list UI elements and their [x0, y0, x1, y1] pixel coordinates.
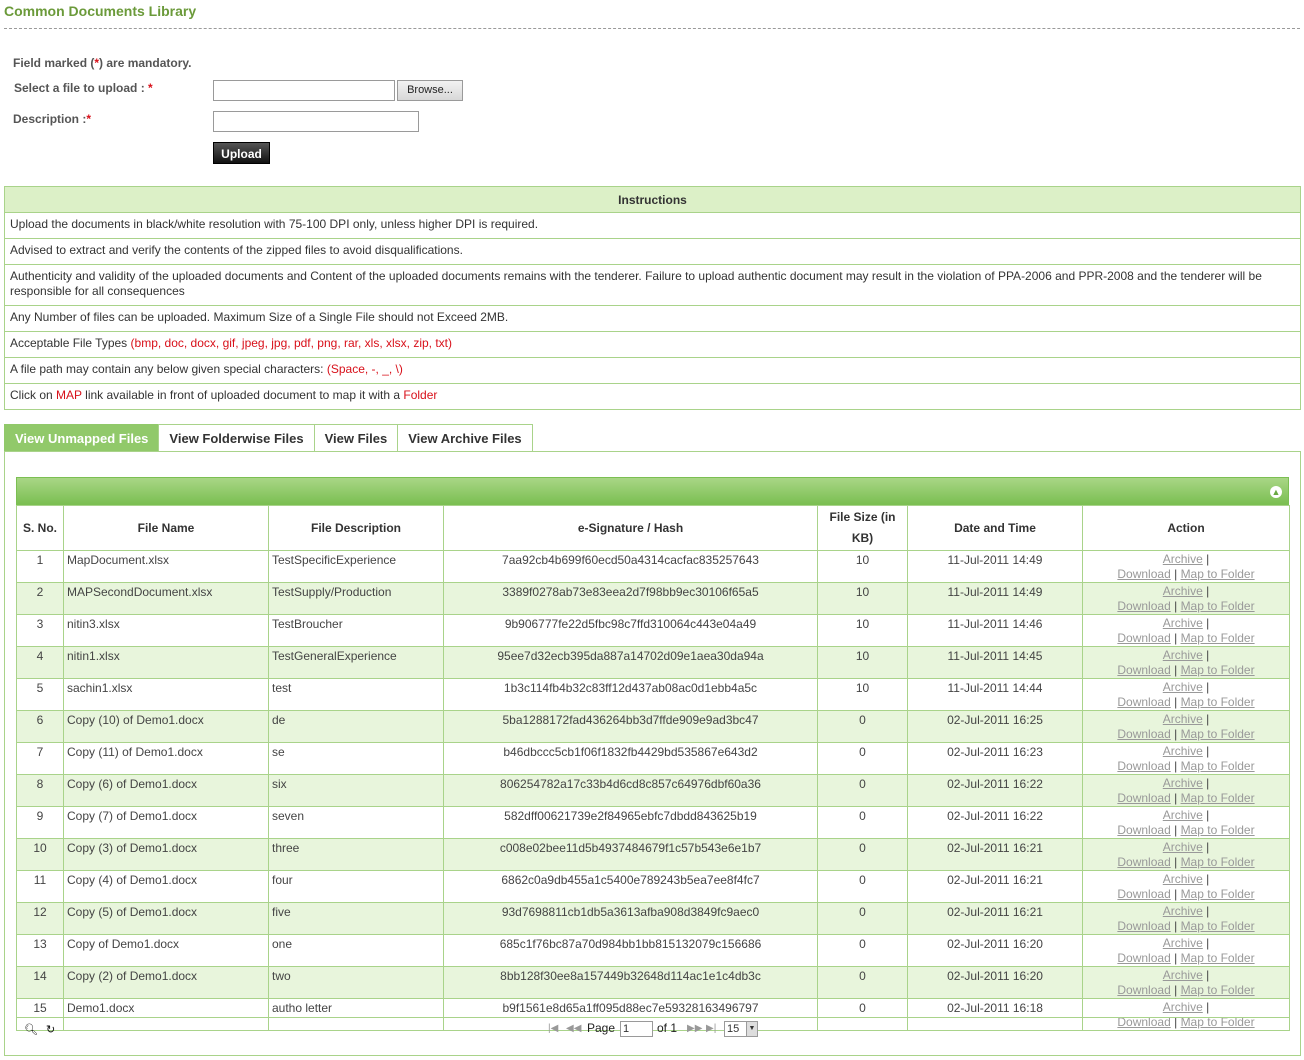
- table-row: [17, 743, 1290, 775]
- cell-sno: 14: [17, 967, 64, 999]
- cell-hash: 95ee7d32ecb395da887a14702d09e1aea30da94a: [444, 647, 818, 679]
- page-size-value: 15: [727, 1023, 740, 1035]
- cell-file-size: 0: [818, 807, 908, 839]
- instructions-table: [4, 186, 1301, 410]
- link-separator: |: [1174, 823, 1178, 837]
- cell-hash: 582dff00621739e2f84965ebfc7dbdd843625b19: [444, 807, 818, 839]
- map-to-folder-link[interactable]: Map to Folder: [1180, 727, 1255, 741]
- download-link[interactable]: Download: [1117, 823, 1171, 837]
- instruction-line: [5, 384, 1301, 410]
- cell-date-time: 02-Jul-2011 16:21: [908, 871, 1083, 903]
- archive-link[interactable]: Archive: [1162, 648, 1203, 662]
- grid-pager: [16, 1017, 1289, 1039]
- map-to-folder-link[interactable]: Map to Folder: [1180, 919, 1255, 933]
- cell-file-name: Copy (7) of Demo1.docx: [64, 807, 269, 839]
- column-header-file-description: File Description: [269, 506, 444, 551]
- page-size-select[interactable]: [724, 1021, 758, 1037]
- map-instruction-text: link available in front of uploaded document to map it with a: [85, 388, 401, 402]
- required-star: *: [86, 112, 92, 126]
- cell-action: [1083, 967, 1290, 999]
- cell-action: [1083, 615, 1290, 647]
- table-row: [17, 903, 1290, 935]
- link-separator: |: [1174, 567, 1178, 581]
- link-separator: |: [1174, 919, 1178, 933]
- column-header-action: Action: [1083, 506, 1290, 551]
- archive-link[interactable]: Archive: [1162, 552, 1203, 566]
- table-row: [17, 647, 1290, 679]
- cell-file-name: Copy (5) of Demo1.docx: [64, 903, 269, 935]
- column-header-file-name: File Name: [64, 506, 269, 551]
- cell-sno: 6: [17, 711, 64, 743]
- column-header-hash: e-Signature / Hash: [444, 506, 818, 551]
- link-separator: |: [1206, 872, 1210, 886]
- cell-date-time: 11-Jul-2011 14:49: [908, 551, 1083, 583]
- column-header-sno: S. No.: [17, 506, 64, 551]
- cell-hash: 1b3c114fb4b32c83ff12d437ab08ac0d1ebb4a5c: [444, 679, 818, 711]
- download-link[interactable]: Download: [1117, 855, 1171, 869]
- map-to-folder-link[interactable]: Map to Folder: [1180, 855, 1255, 869]
- cell-date-time: 02-Jul-2011 16:25: [908, 711, 1083, 743]
- mandatory-note-text: Field marked (: [13, 56, 95, 70]
- cell-action: [1083, 839, 1290, 871]
- link-separator: |: [1206, 552, 1210, 566]
- cell-file-size: 10: [818, 583, 908, 615]
- cell-sno: 7: [17, 743, 64, 775]
- cell-file-name: MAPSecondDocument.xlsx: [64, 583, 269, 615]
- cell-file-description: TestSpecificExperience: [269, 551, 444, 583]
- download-link[interactable]: Download: [1117, 983, 1171, 997]
- cell-file-size: 10: [818, 551, 908, 583]
- file-view-tabs: [4, 424, 533, 452]
- first-page-icon[interactable]: |◀: [548, 1023, 559, 1034]
- link-separator: |: [1174, 887, 1178, 901]
- link-separator: |: [1206, 648, 1210, 662]
- archive-link[interactable]: Archive: [1162, 904, 1203, 918]
- archive-link[interactable]: Archive: [1162, 968, 1203, 982]
- cell-file-description: seven: [269, 807, 444, 839]
- cell-file-size: 0: [818, 839, 908, 871]
- page-label: Page: [587, 1021, 616, 1035]
- archive-link[interactable]: Archive: [1162, 616, 1203, 630]
- cell-hash: b46dbccc5cb1f06f1832fb4429bd535867e643d2: [444, 743, 818, 775]
- cell-date-time: 02-Jul-2011 16:20: [908, 967, 1083, 999]
- grid-caption-bar: [16, 477, 1289, 505]
- cell-hash: b9f1561e8d65a1ff095d88ec7e59328163496797: [444, 999, 818, 1031]
- cell-sno: 8: [17, 775, 64, 807]
- cell-sno: 11: [17, 871, 64, 903]
- link-separator: |: [1174, 599, 1178, 613]
- map-to-folder-link[interactable]: Map to Folder: [1180, 567, 1255, 581]
- file-path-input[interactable]: [213, 80, 395, 101]
- instruction-line: Advised to extract and verify the contents of the zipped files to avoid disqualifications.: [5, 239, 1301, 265]
- download-link[interactable]: Download: [1117, 567, 1171, 581]
- download-link[interactable]: Download: [1117, 791, 1171, 805]
- cell-file-description: four: [269, 871, 444, 903]
- instructions-header: Instructions: [5, 187, 1301, 213]
- description-label-text: Description :: [13, 112, 87, 126]
- cell-hash: 7aa92cb4b699f60ecd50a4314cacfac835257643: [444, 551, 818, 583]
- table-row: [17, 807, 1290, 839]
- link-separator: |: [1206, 616, 1210, 630]
- link-separator: |: [1174, 791, 1178, 805]
- cell-action: [1083, 647, 1290, 679]
- tab-view-files[interactable]: View Files: [314, 424, 398, 452]
- cell-file-description: test: [269, 679, 444, 711]
- archive-link[interactable]: Archive: [1162, 808, 1203, 822]
- file-types-label: Acceptable File Types: [10, 336, 128, 350]
- cell-hash: 3389f0278ab73e83eea2d7f98bb9ec30106f65a5: [444, 583, 818, 615]
- download-link[interactable]: Download: [1117, 695, 1171, 709]
- cell-sno: 13: [17, 935, 64, 967]
- cell-action: [1083, 583, 1290, 615]
- link-separator: |: [1206, 968, 1210, 982]
- cell-file-size: 0: [818, 871, 908, 903]
- cell-date-time: 02-Jul-2011 16:21: [908, 839, 1083, 871]
- cell-file-description: one: [269, 935, 444, 967]
- description-input[interactable]: [213, 111, 419, 132]
- cell-action: [1083, 775, 1290, 807]
- link-separator: |: [1206, 936, 1210, 950]
- cell-date-time: 11-Jul-2011 14:45: [908, 647, 1083, 679]
- link-separator: |: [1206, 584, 1210, 598]
- download-link[interactable]: Download: [1117, 887, 1171, 901]
- tab-view-unmapped-files[interactable]: View Unmapped Files: [4, 424, 158, 452]
- table-row: [17, 871, 1290, 903]
- link-separator: |: [1206, 712, 1210, 726]
- table-row: [17, 839, 1290, 871]
- cell-date-time: 02-Jul-2011 16:22: [908, 775, 1083, 807]
- map-keyword: MAP: [56, 388, 82, 402]
- cell-date-time: 02-Jul-2011 16:23: [908, 743, 1083, 775]
- special-chars-label: A file path may contain any below given special characters:: [10, 362, 324, 376]
- files-grid-panel: [4, 451, 1301, 1056]
- link-separator: |: [1206, 808, 1210, 822]
- next-page-icon[interactable]: ▶▶: [687, 1023, 703, 1034]
- table-row: [17, 615, 1290, 647]
- cell-action: [1083, 903, 1290, 935]
- cell-file-name: Copy (4) of Demo1.docx: [64, 871, 269, 903]
- link-separator: |: [1174, 983, 1178, 997]
- archive-link[interactable]: Archive: [1162, 776, 1203, 790]
- cell-file-description: two: [269, 967, 444, 999]
- download-link[interactable]: Download: [1117, 631, 1171, 645]
- table-row: [17, 935, 1290, 967]
- cell-sno: 15: [17, 999, 64, 1031]
- map-to-folder-link[interactable]: Map to Folder: [1180, 983, 1255, 997]
- archive-link[interactable]: Archive: [1162, 840, 1203, 854]
- cell-file-size: 0: [818, 903, 908, 935]
- cell-file-description: six: [269, 775, 444, 807]
- map-to-folder-link[interactable]: Map to Folder: [1180, 887, 1255, 901]
- cell-file-description: five: [269, 903, 444, 935]
- map-to-folder-link[interactable]: Map to Folder: [1180, 663, 1255, 677]
- link-separator: |: [1206, 744, 1210, 758]
- archive-link[interactable]: Archive: [1162, 744, 1203, 758]
- cell-hash: 6862c0a9db455a1c5400e789243b5ea7ee8f4fc7: [444, 871, 818, 903]
- download-link[interactable]: Download: [1117, 599, 1171, 613]
- map-to-folder-link[interactable]: Map to Folder: [1180, 599, 1255, 613]
- map-to-folder-link[interactable]: Map to Folder: [1180, 1015, 1255, 1029]
- archive-link[interactable]: Archive: [1162, 936, 1203, 950]
- archive-link[interactable]: Archive: [1162, 712, 1203, 726]
- cell-date-time: 11-Jul-2011 14:44: [908, 679, 1083, 711]
- cell-file-size: 10: [818, 679, 908, 711]
- archive-link[interactable]: Archive: [1162, 1000, 1203, 1014]
- cell-hash: 8bb128f30ee8a157449b32648d114ac1e1c4db3c: [444, 967, 818, 999]
- refresh-icon[interactable]: ↻: [46, 1024, 56, 1036]
- cell-date-time: 02-Jul-2011 16:21: [908, 903, 1083, 935]
- cell-date-time: 02-Jul-2011 16:22: [908, 807, 1083, 839]
- cell-hash: 5ba1288172fad436264bb3d7ffde909e9ad3bc47: [444, 711, 818, 743]
- page-title: Common Documents Library: [4, 3, 197, 19]
- file-label-text: Select a file to upload :: [14, 81, 145, 95]
- cell-file-description: se: [269, 743, 444, 775]
- cell-file-description: autho letter: [269, 999, 444, 1031]
- link-separator: |: [1174, 727, 1178, 741]
- prev-page-icon[interactable]: ◀◀: [566, 1023, 582, 1034]
- cell-action: [1083, 935, 1290, 967]
- link-separator: |: [1206, 840, 1210, 854]
- cell-file-name: Demo1.docx: [64, 999, 269, 1031]
- link-separator: |: [1174, 759, 1178, 773]
- link-separator: |: [1174, 1015, 1178, 1029]
- cell-sno: 4: [17, 647, 64, 679]
- cell-hash: 806254782a17c33b4d6cd8c857c64976dbf60a36: [444, 775, 818, 807]
- cell-file-name: Copy (6) of Demo1.docx: [64, 775, 269, 807]
- cell-sno: 2: [17, 583, 64, 615]
- required-star: *: [94, 56, 100, 70]
- instruction-line: Authenticity and validity of the uploaded documents and Content of the uploaded documents remains with the tenderer. Failure to upload authentic document may result in the violation of PPA-2006 and PPR-2008 and the tenderer will be responsible for all consequences: [5, 265, 1301, 306]
- link-separator: |: [1174, 695, 1178, 709]
- cell-hash: 93d7698811cb1db5a3613afba908d3849fc9aec0: [444, 903, 818, 935]
- instruction-line: [5, 332, 1301, 358]
- cell-sno: 10: [17, 839, 64, 871]
- cell-file-name: Copy (2) of Demo1.docx: [64, 967, 269, 999]
- link-separator: |: [1206, 680, 1210, 694]
- page-number-input[interactable]: 1: [620, 1021, 653, 1037]
- link-separator: |: [1174, 631, 1178, 645]
- download-link[interactable]: Download: [1117, 759, 1171, 773]
- tab-view-archive-files[interactable]: View Archive Files: [397, 424, 532, 452]
- collapse-icon[interactable]: ▲: [1271, 487, 1281, 497]
- map-to-folder-link[interactable]: Map to Folder: [1180, 823, 1255, 837]
- table-row: [17, 551, 1290, 583]
- upload-button[interactable]: Upload: [213, 142, 270, 164]
- archive-link[interactable]: Archive: [1162, 872, 1203, 886]
- cell-file-size: 0: [818, 935, 908, 967]
- link-separator: |: [1206, 904, 1210, 918]
- table-row: [17, 775, 1290, 807]
- cell-file-name: Copy (11) of Demo1.docx: [64, 743, 269, 775]
- cell-date-time: 02-Jul-2011 16:20: [908, 935, 1083, 967]
- instruction-line: Any Number of files can be uploaded. Maximum Size of a Single File should not Exceed 2MB.: [5, 306, 1301, 332]
- cell-hash: 685c1f76bc87a70d984bb1bb815132079c156686: [444, 935, 818, 967]
- cell-hash: 9b906777fe22d5fbc98c7ffd310064c443e04a49: [444, 615, 818, 647]
- page-count: of 1: [657, 1021, 678, 1035]
- file-types-value: (bmp, doc, docx, gif, jpeg, jpg, pdf, png, rar, xls, xlsx, zip, txt): [130, 336, 452, 350]
- table-row: [17, 711, 1290, 743]
- map-to-folder-link[interactable]: Map to Folder: [1180, 759, 1255, 773]
- title-divider: [4, 28, 1300, 29]
- cell-file-description: TestBroucher: [269, 615, 444, 647]
- cell-date-time: 02-Jul-2011 16:18: [908, 999, 1083, 1031]
- archive-link[interactable]: Archive: [1162, 584, 1203, 598]
- cell-file-description: de: [269, 711, 444, 743]
- column-header-file-size: File Size (in KB): [818, 506, 908, 551]
- cell-file-name: MapDocument.xlsx: [64, 551, 269, 583]
- table-row: [17, 583, 1290, 615]
- required-star: *: [148, 81, 153, 95]
- cell-file-description: TestSupply/Production: [269, 583, 444, 615]
- cell-sno: 3: [17, 615, 64, 647]
- cell-action: [1083, 871, 1290, 903]
- map-to-folder-link[interactable]: Map to Folder: [1180, 631, 1255, 645]
- cell-action: [1083, 679, 1290, 711]
- cell-file-name: Copy (10) of Demo1.docx: [64, 711, 269, 743]
- link-separator: |: [1174, 855, 1178, 869]
- cell-hash: c008e02bee11d5b4937484679f1c57b543e6e1b7: [444, 839, 818, 871]
- cell-date-time: 11-Jul-2011 14:46: [908, 615, 1083, 647]
- link-separator: |: [1206, 1000, 1210, 1014]
- chevron-down-icon: ▼: [746, 1022, 757, 1036]
- cell-file-description: three: [269, 839, 444, 871]
- cell-file-size: 0: [818, 775, 908, 807]
- cell-sno: 1: [17, 551, 64, 583]
- files-table: [16, 505, 1290, 1031]
- cell-action: [1083, 711, 1290, 743]
- link-separator: |: [1206, 776, 1210, 790]
- cell-file-size: 10: [818, 615, 908, 647]
- mandatory-note-text: ) are mandatory.: [99, 56, 192, 70]
- map-to-folder-link[interactable]: Map to Folder: [1180, 791, 1255, 805]
- mandatory-note: [13, 56, 192, 70]
- last-page-icon[interactable]: ▶|: [706, 1023, 717, 1034]
- cell-file-size: 0: [818, 743, 908, 775]
- folder-keyword: Folder: [403, 388, 438, 402]
- cell-sno: 5: [17, 679, 64, 711]
- cell-file-name: nitin1.xlsx: [64, 647, 269, 679]
- download-link[interactable]: Download: [1117, 951, 1171, 965]
- cell-file-description: TestGeneralExperience: [269, 647, 444, 679]
- special-chars-value: (Space, -, _, \): [326, 362, 403, 376]
- archive-link[interactable]: Archive: [1162, 680, 1203, 694]
- table-row: [17, 967, 1290, 999]
- browse-button[interactable]: Browse...: [397, 80, 463, 101]
- cell-file-name: Copy of Demo1.docx: [64, 935, 269, 967]
- search-icon[interactable]: 🔍︎: [24, 1024, 38, 1036]
- map-to-folder-link[interactable]: Map to Folder: [1180, 695, 1255, 709]
- cell-file-name: nitin3.xlsx: [64, 615, 269, 647]
- instruction-line: Upload the documents in black/white resolution with 75-100 DPI only, unless higher DPI is required.: [5, 213, 1301, 239]
- map-to-folder-link[interactable]: Map to Folder: [1180, 951, 1255, 965]
- cell-file-name: Copy (3) of Demo1.docx: [64, 839, 269, 871]
- description-label: [13, 112, 91, 126]
- cell-action: [1083, 743, 1290, 775]
- table-row: [17, 679, 1290, 711]
- map-instruction-text: Click on: [10, 388, 53, 402]
- download-link[interactable]: Download: [1117, 919, 1171, 933]
- cell-date-time: 11-Jul-2011 14:49: [908, 583, 1083, 615]
- cell-file-size: 10: [818, 647, 908, 679]
- cell-sno: 9: [17, 807, 64, 839]
- file-label: [14, 81, 153, 95]
- download-link[interactable]: Download: [1117, 1015, 1171, 1029]
- download-link[interactable]: Download: [1117, 663, 1171, 677]
- cell-file-size: 0: [818, 967, 908, 999]
- column-header-date-time: Date and Time: [908, 506, 1083, 551]
- cell-file-size: 0: [818, 711, 908, 743]
- cell-file-name: sachin1.xlsx: [64, 679, 269, 711]
- tab-view-folderwise-files[interactable]: View Folderwise Files: [158, 424, 313, 452]
- cell-sno: 12: [17, 903, 64, 935]
- cell-action: [1083, 807, 1290, 839]
- cell-action: [1083, 551, 1290, 583]
- download-link[interactable]: Download: [1117, 727, 1171, 741]
- instruction-line: [5, 358, 1301, 384]
- upload-form: [13, 56, 613, 168]
- link-separator: |: [1174, 951, 1178, 965]
- cell-file-size: 0: [818, 999, 908, 1031]
- link-separator: |: [1174, 663, 1178, 677]
